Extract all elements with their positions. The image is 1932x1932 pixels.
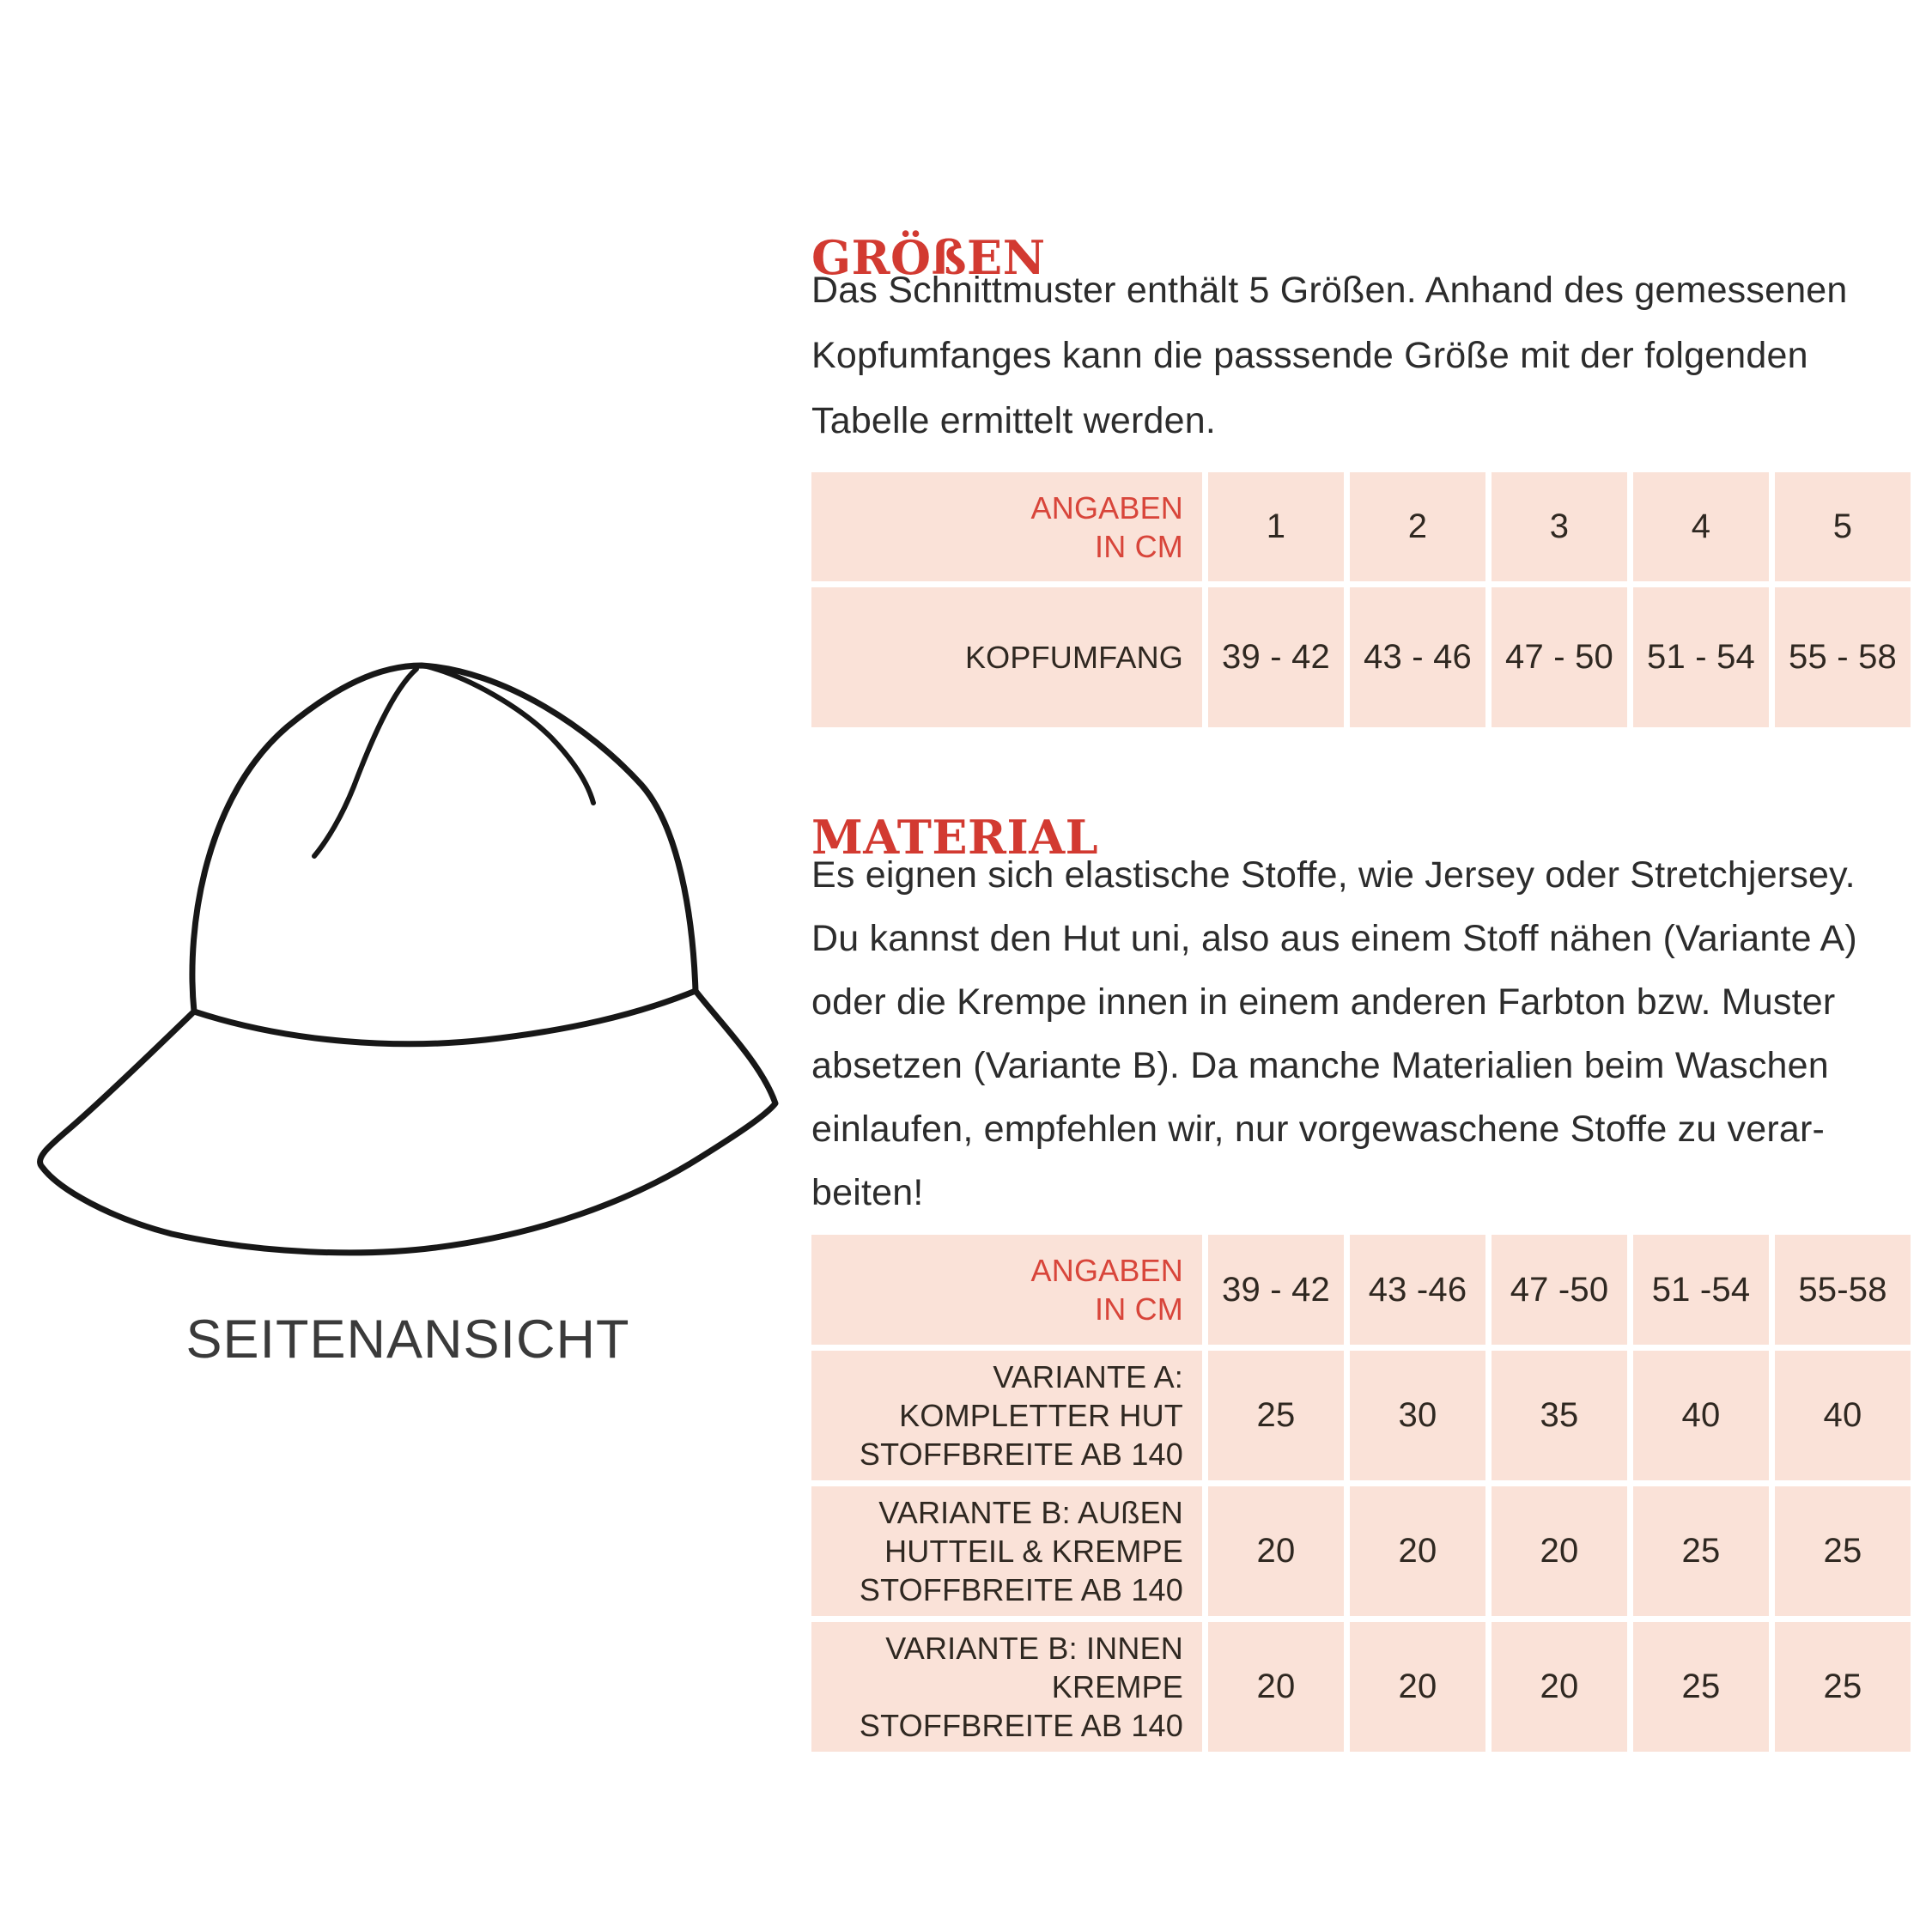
material-table-header-label: ANGABEN IN CM <box>811 1235 1202 1345</box>
fabric-amount-value: 40 <box>1775 1351 1911 1480</box>
hat-band-seam <box>194 991 696 1044</box>
illustration-block <box>30 651 786 1370</box>
sizes-paragraph-line: Tabelle ermittelt werden. <box>811 400 1217 441</box>
material-table-row-label: VARIANTE B: INNEN KREMPE STOFFBREITE AB 140 <box>811 1622 1202 1752</box>
sizes-section-heading: GRÖßEN <box>811 229 1046 285</box>
fabric-amount-value: 20 <box>1350 1622 1485 1752</box>
fabric-amount-value: 20 <box>1350 1486 1485 1616</box>
material-table-row-label: VARIANTE B: AUßEN HUTTEIL & KREMPE STOFFBREITE AB 140 <box>811 1486 1202 1616</box>
fabric-amount-value: 20 <box>1208 1486 1344 1616</box>
material-table-header-range: 39 - 42 <box>1208 1235 1344 1345</box>
material-paragraph-line: Es eignen sich elastische Stoffe, wie Jersey oder Stretchjersey. <box>811 854 1856 896</box>
fabric-amount-value: 20 <box>1208 1622 1344 1752</box>
material-table-header-range: 47 -50 <box>1492 1235 1627 1345</box>
material-paragraph <box>811 843 1923 1224</box>
sizes-table-header-size: 3 <box>1492 472 1627 581</box>
material-table-header-range: 51 -54 <box>1633 1235 1769 1345</box>
fabric-amount-value: 30 <box>1350 1351 1485 1480</box>
sizes-table-header-label: ANGABEN IN CM <box>811 472 1202 581</box>
head-circumference-value: 47 - 50 <box>1492 587 1627 727</box>
sizes-table <box>811 472 1911 727</box>
material-table-row-label: VARIANTE A: KOMPLETTER HUT STOFFBREITE AB 140 <box>811 1351 1202 1480</box>
hat-crown-outline <box>192 665 696 1012</box>
sizes-paragraph <box>811 258 1923 453</box>
sizes-table-row-label: KOPFUMFANG <box>811 587 1202 727</box>
head-circumference-value: 55 - 58 <box>1775 587 1911 727</box>
hat-side-view-illustration <box>30 651 786 1261</box>
material-paragraph-line: oder die Krempe innen in einem anderen Farbton bzw. Muster <box>811 981 1836 1023</box>
sizes-table-header-size: 1 <box>1208 472 1344 581</box>
material-paragraph-line: einlaufen, empfehlen wir, nur vorgewaschene Stoffe zu verar- <box>811 1109 1826 1150</box>
material-paragraph-line: Du kannst den Hut uni, also aus einem Stoff nähen (Variante A) <box>811 918 1857 959</box>
head-circumference-value: 39 - 42 <box>1208 587 1344 727</box>
fabric-amount-value: 20 <box>1492 1622 1627 1752</box>
illustration-caption: SEITENANSICHT <box>185 1309 630 1370</box>
fabric-amount-value: 25 <box>1633 1486 1769 1616</box>
material-table-header-range: 55-58 <box>1775 1235 1911 1345</box>
material-section-heading: MATERIAL <box>811 809 1099 865</box>
sizes-paragraph-line: Das Schnittmuster enthält 5 Größen. Anhand des gemessenen <box>811 270 1848 311</box>
head-circumference-value: 43 - 46 <box>1350 587 1485 727</box>
sizes-table-header-size: 4 <box>1633 472 1769 581</box>
material-table <box>811 1235 1911 1752</box>
sizes-table-header-size: 5 <box>1775 472 1911 581</box>
material-paragraph-line: beiten! <box>811 1172 924 1213</box>
fabric-amount-value: 35 <box>1492 1351 1627 1480</box>
fabric-amount-value: 20 <box>1492 1486 1627 1616</box>
fabric-amount-value: 40 <box>1633 1351 1769 1480</box>
fabric-amount-value: 25 <box>1775 1622 1911 1752</box>
material-table-header-range: 43 -46 <box>1350 1235 1485 1345</box>
head-circumference-value: 51 - 54 <box>1633 587 1769 727</box>
fabric-amount-value: 25 <box>1208 1351 1344 1480</box>
sizes-table-header-size: 2 <box>1350 472 1485 581</box>
sizes-paragraph-line: Kopfumfanges kann die passsende Größe mit der folgenden <box>811 335 1808 376</box>
fabric-amount-value: 25 <box>1775 1486 1911 1616</box>
hat-brim-outline <box>40 991 775 1253</box>
fabric-amount-value: 25 <box>1633 1622 1769 1752</box>
material-paragraph-line: absetzen (Variante B). Da manche Materialien beim Waschen <box>811 1045 1829 1086</box>
